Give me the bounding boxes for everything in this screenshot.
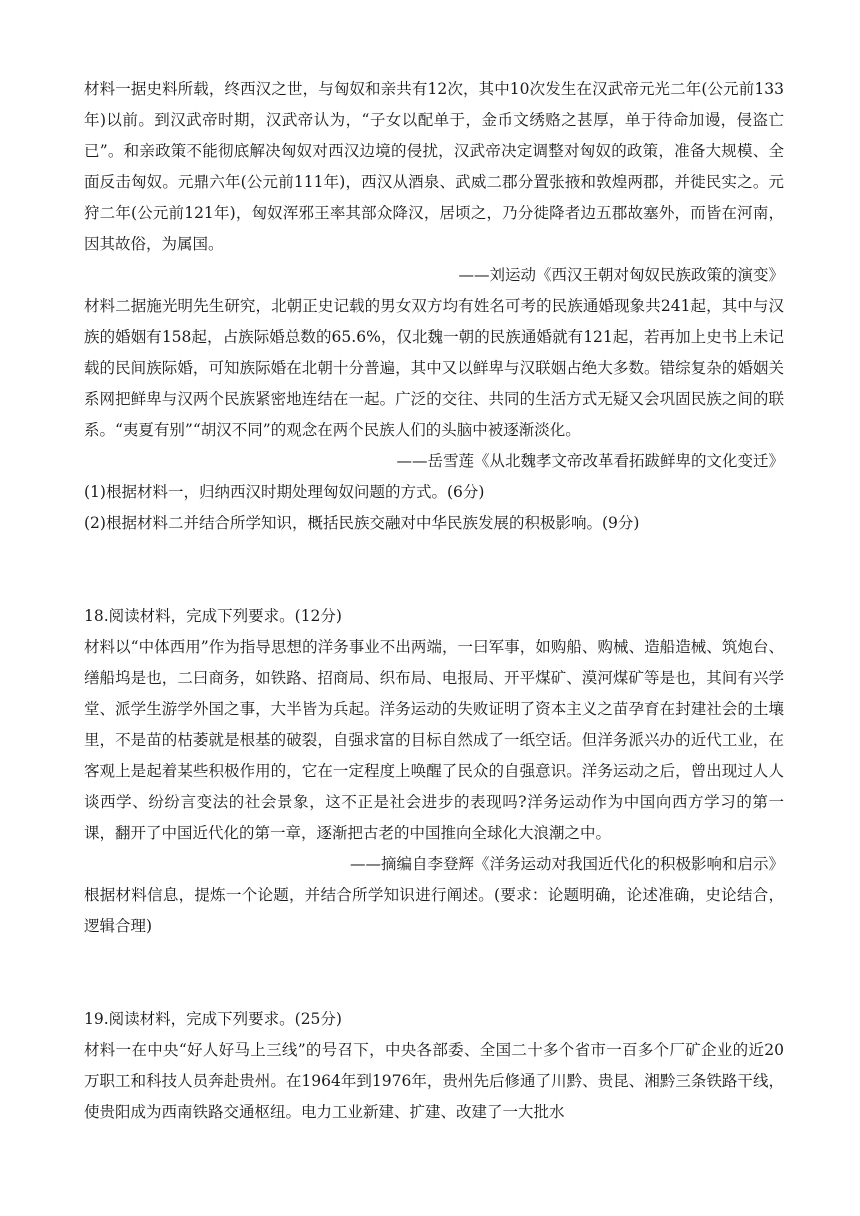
q17-material-1-source: ——刘运动《西汉王朝对匈奴民族政策的演变》	[458, 266, 784, 284]
exam-page	[84, 74, 784, 1128]
q17-material-2-source: ——岳雪莲《从北魏孝文帝改革看拓跋鲜卑的文化变迁》	[396, 452, 784, 470]
q17-material-1: 材料一据史料所载，终西汉之世，与匈奴和亲共有12次，其中10次发生在汉武帝元光二年(公元前133年)以前。到汉武帝时期，汉武帝认为，“子女以配单于，金币文绣赂之甚厚，单于待命加谩，侵盗亡已”。和亲政策不能彻底解决匈奴对西汉边境的侵扰，汉武帝决定调整对匈奴的政策，准备大规模、全面反击匈奴。元鼎六年(公元前111年)，西汉从酒泉、武威二郡分置张掖和敦煌两郡，并徙民实之。元狩二年(公元前121年)，匈奴浑邪王率其部众降汉，居顷之，乃分徙降者边五郡故塞外，而皆在河南，因其故俗，为属国。	[84, 80, 784, 253]
q18-source: ——摘编自李登辉《洋务运动对我国近代化的积极影响和启示》	[349, 855, 784, 873]
q17-material-2: 材料二据施光明先生研究，北朝正史记载的男女双方均有姓名可考的民族通婚现象共241起，其中与汉族的婚姻有158起，占族际婚总数的65.6%，仅北魏一朝的民族通婚就有121起，若再加上史书上未记载的民间族际婚，可知族际婚在北朝十分普遍，其中又以鲜卑与汉联姻占绝大多数。错综复杂的婚姻关系网把鲜卑与汉两个民族紧密地连结在一起。广泛的交往、共同的生活方式无疑又会巩固民族之间的联系。“夷夏有别”“胡汉不同”的观念在两个民族人们的头脑中被逐渐淡化。	[84, 297, 784, 439]
q17-question-1: (1)根据材料一，归纳西汉时期处理匈奴问题的方式。(6分)	[84, 483, 485, 501]
q18-heading: 18.阅读材料，完成下列要求。(12分)	[84, 607, 342, 625]
q19-material-1: 材料一在中央“好人好马上三线”的号召下，中央各部委、全国二十多个省市一百多个厂矿企业的近20万职工和科技人员奔赴贵州。在1964年到1976年，贵州先后修通了川黔、贵昆、湘黔三条铁路干线，使贵阳成为西南铁路交通枢纽。电力工业新建、扩建、改建了一大批水	[84, 1041, 784, 1121]
spacer	[84, 942, 784, 1004]
q17-question-2: (2)根据材料二并结合所学知识，概括民族交融对中华民族发展的积极影响。(9分)	[84, 514, 640, 532]
q18-task: 根据材料信息，提炼一个论题，并结合所学知识进行阐述。(要求：论题明确，论述准确，史论结合，逻辑合理)	[84, 886, 784, 935]
q18-material: 材料以“中体西用”作为指导思想的洋务事业不出两端，一曰军事，如购船、购械、造船造械、筑炮台、缮船坞是也，二曰商务，如铁路、招商局、织布局、电报局、开平煤矿、漠河煤矿等是也，其间有兴学堂、派学生游学外国之事，大半皆为兵起。洋务运动的失败证明了资本主义之苗孕育在封建社会的土壤里，不是苗的枯萎就是根基的破裂，自强求富的目标自然成了一纸空话。但洋务派兴办的近代工业，在客观上是起着某些积极作用的，它在一定程度上唤醒了民众的自强意识。洋务运动之后，曾出现过人人谈西学、纷纷言变法的社会景象，这不正是社会进步的表现吗?洋务运动作为中国向西方学习的第一课，翻开了中国近代化的第一章，逐渐把古老的中国推向全球化大浪潮之中。	[84, 638, 784, 842]
q19-heading: 19.阅读材料，完成下列要求。(25分)	[84, 1010, 342, 1028]
spacer	[84, 539, 784, 601]
